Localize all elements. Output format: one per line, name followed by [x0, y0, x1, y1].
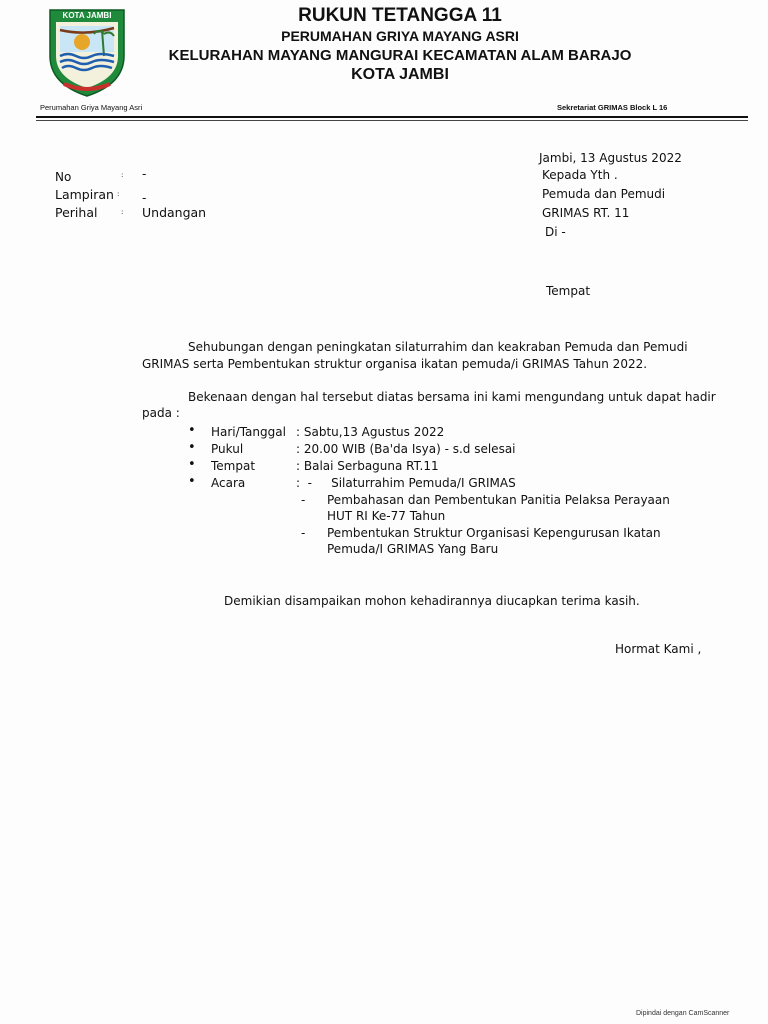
bullet-icon: • [188, 440, 196, 455]
scanner-watermark: Dipindai dengan CamScanner [636, 1010, 730, 1017]
header-rule-thin [36, 120, 748, 121]
no-separator: : [121, 171, 124, 179]
letterhead-title: RUKUN TETANGGA 11 [298, 5, 502, 26]
no-label: No [55, 170, 72, 184]
letterhead-subtitle: PERUMAHAN GRIYA MAYANG ASRI [281, 28, 519, 44]
detail-value-event: : - Silaturrahim Pemuda/I GRIMAS [296, 476, 516, 490]
agenda-item-2-line-2: HUT RI Ke-77 Tahun [327, 509, 446, 523]
bullet-icon: • [188, 474, 196, 489]
perihal-value: Undangan [142, 205, 207, 220]
agenda-dash: - [301, 526, 306, 540]
detail-label-event: Acara [211, 476, 246, 490]
perihal-separator: : [121, 208, 124, 216]
letter-date: Jambi, 13 Agustus 2022 [539, 151, 682, 165]
paragraph-1-line-1: Sehubungan dengan peningkatan silaturrahim dan keakraban Pemuda dan Pemudi [188, 340, 688, 354]
detail-label-time: Pukul [211, 442, 244, 456]
detail-label-date: Hari/Tanggal [211, 425, 286, 439]
signature-salutation: Hormat Kami , [615, 642, 702, 656]
agenda-dash: - [301, 493, 306, 507]
paragraph-1-line-2: GRIMAS serta Pembentukan struktur organisa ikatan pemuda/i GRIMAS Tahun 2022. [142, 357, 648, 371]
city-logo [46, 6, 128, 98]
detail-label-place: Tempat [211, 459, 256, 473]
letterhead-district: KELURAHAN MAYANG MANGURAI KECAMATAN ALAM BARAJO [168, 47, 632, 64]
perihal-label: Perihal [55, 205, 98, 220]
agenda-item-2-line-1: Pembahasan dan Pembentukan Panitia Pelaksa Perayaan [327, 493, 670, 507]
no-value: - [142, 167, 147, 181]
recipient-line-3: GRIMAS RT. 11 [542, 206, 630, 220]
recipient-line-4: Di - [545, 225, 566, 239]
closing-text: Demikian disampaikan mohon kehadirannya diucapkan terima kasih. [224, 594, 640, 608]
agenda-item-3-line-1: Pembentukan Struktur Organisasi Kepengurusan Ikatan [327, 526, 661, 540]
letterhead-right-note: Sekretariat GRIMAS Block L 16 [557, 103, 668, 112]
recipient-line-1: Kepada Yth . [542, 168, 618, 182]
bullet-icon: • [188, 423, 196, 438]
lampiran-separator: : [117, 190, 120, 198]
detail-value-date: : Sabtu,13 Agustus 2022 [296, 425, 445, 439]
paragraph-2-line-2: pada : [142, 406, 180, 420]
detail-value-time: : 20.00 WIB (Ba'da Isya) - s.d selesai [296, 442, 516, 456]
agenda-item-3-line-2: Pemuda/I GRIMAS Yang Baru [327, 542, 499, 556]
detail-value-place: : Balai Serbaguna RT.11 [296, 459, 439, 473]
header-rule-thick [36, 116, 748, 118]
recipient-line-5: Tempat [546, 284, 591, 298]
lampiran-label: Lampiran [55, 187, 114, 202]
recipient-line-2: Pemuda dan Pemudi [542, 187, 666, 201]
bullet-icon: • [188, 457, 196, 472]
paragraph-2-line-1: Bekenaan dengan hal tersebut diatas bersama ini kami mengundang untuk dapat hadir [188, 390, 716, 404]
lampiran-value: - [142, 191, 147, 205]
logo-banner-text: KOTA JAMBI [62, 11, 112, 20]
letterhead-left-note: Perumahan Griya Mayang Asri [40, 103, 143, 112]
letterhead-city: KOTA JAMBI [351, 66, 449, 83]
